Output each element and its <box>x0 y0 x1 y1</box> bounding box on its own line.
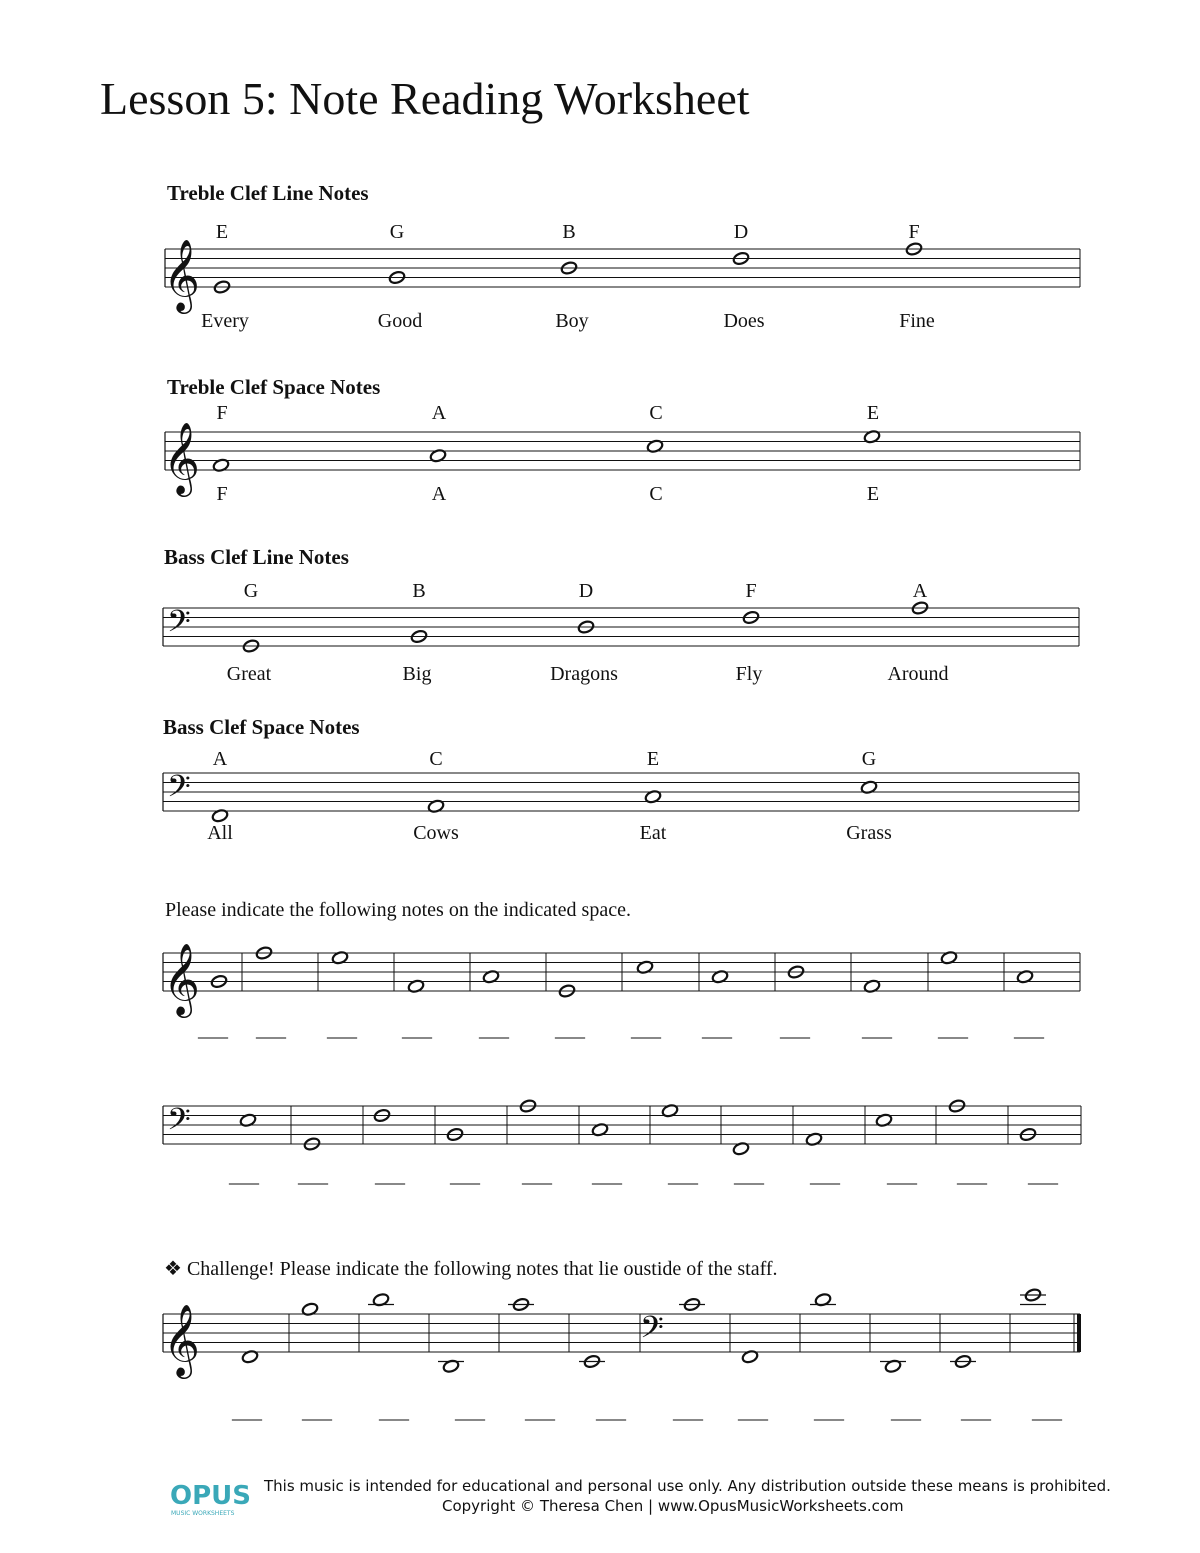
note-letter: A <box>431 402 447 424</box>
note-letter: F <box>745 580 757 602</box>
mnemonic-word: Grass <box>846 822 892 844</box>
note-letter: G <box>243 580 259 602</box>
note-letter: C <box>649 402 663 424</box>
answer-blank: ___ <box>522 1165 552 1187</box>
page-title: Lesson 5: Note Reading Worksheet <box>100 73 750 124</box>
staff-challenge <box>163 1288 1080 1423</box>
answer-blank: ___ <box>738 1401 768 1423</box>
mnemonic-word: Around <box>887 663 949 685</box>
opus-logo-wordmark: OPUS <box>170 1481 251 1511</box>
treble-clef-icon: 𝄞 <box>163 238 201 311</box>
note-letter: F <box>908 221 920 243</box>
answer-blank: ___ <box>810 1165 840 1187</box>
answer-blank: ___ <box>814 1401 844 1423</box>
note-letter: D <box>578 580 594 602</box>
note-letter: B <box>412 580 426 602</box>
answer-blank: ___ <box>780 1019 810 1041</box>
answer-blank: ___ <box>198 1019 228 1041</box>
mnemonic-word: Eat <box>639 822 667 844</box>
bass-clef-icon: 𝄢 <box>167 1101 191 1145</box>
note-letter: C <box>429 748 443 770</box>
note-letter: G <box>389 221 405 243</box>
mnemonic-word: Does <box>723 310 765 332</box>
footer-notice: This music is intended for educational and personal use only. Any distribution outside these means is prohibited. <box>264 1477 1111 1495</box>
exercise-instruction: Please indicate the following notes on the indicated space. <box>165 899 631 921</box>
opus-logo <box>168 1478 260 1523</box>
mnemonic-word: All <box>207 822 233 844</box>
answer-blank: ___ <box>455 1401 485 1423</box>
answer-blank: ___ <box>596 1401 626 1423</box>
answer-blank: ___ <box>1014 1019 1044 1041</box>
answer-blank: ___ <box>631 1019 661 1041</box>
answer-blank: ___ <box>961 1401 991 1423</box>
mnemonic-word: Big <box>402 663 432 685</box>
mnemonic-word: Every <box>201 310 249 332</box>
answer-blank: ___ <box>379 1401 409 1423</box>
answer-blank: ___ <box>375 1165 405 1187</box>
answer-blank: ___ <box>302 1401 332 1423</box>
note-letter: E <box>646 748 660 770</box>
space-word: A <box>431 483 447 505</box>
answer-blank: ___ <box>232 1401 262 1423</box>
staff-exercise-treble <box>163 942 1080 1041</box>
answer-blank: ___ <box>668 1165 698 1187</box>
note-letter: G <box>861 748 877 770</box>
answer-blank: ___ <box>525 1401 555 1423</box>
answer-blank: ___ <box>327 1019 357 1041</box>
note-letter: D <box>733 221 749 243</box>
answer-blank: ___ <box>1032 1401 1062 1423</box>
staff-exercise-bass <box>163 1099 1081 1187</box>
bass-clef-icon: 𝄢 <box>167 603 191 647</box>
mnemonic-word: Fly <box>735 663 763 685</box>
heading-treble-spaces: Treble Clef Space Notes <box>167 375 381 399</box>
answer-blank: ___ <box>256 1019 286 1041</box>
staff-bass-lines <box>163 580 1079 685</box>
footer-copyright: Copyright © Theresa Chen | www.OpusMusicWorksheets.com <box>442 1497 904 1515</box>
answer-blank: ___ <box>402 1019 432 1041</box>
answer-blank: ___ <box>702 1019 732 1041</box>
note-letter: B <box>562 221 576 243</box>
answer-blank: ___ <box>938 1019 968 1041</box>
mnemonic-word: Dragons <box>550 663 618 685</box>
mnemonic-word: Great <box>226 663 272 685</box>
answer-blank: ___ <box>450 1165 480 1187</box>
staff-treble-spaces <box>163 402 1080 505</box>
note-letter: E <box>866 402 880 424</box>
mnemonic-word: Good <box>377 310 423 332</box>
staff-bass-spaces <box>163 748 1079 844</box>
answer-blank: ___ <box>887 1165 917 1187</box>
answer-blank: ___ <box>734 1165 764 1187</box>
mnemonic-word: Fine <box>899 310 935 332</box>
mnemonic-word: Cows <box>413 822 459 844</box>
answer-blank: ___ <box>555 1019 585 1041</box>
challenge-text: Challenge! Please indicate the following notes that lie oustide of the staff. <box>186 1258 778 1280</box>
heading-bass-spaces: Bass Clef Space Notes <box>163 715 360 739</box>
bass-clef-icon: 𝄢 <box>640 1309 664 1353</box>
mnemonic-word: Boy <box>555 310 589 332</box>
answer-blank: ___ <box>1028 1165 1058 1187</box>
answer-blank: ___ <box>229 1165 259 1187</box>
note-letter: E <box>215 221 229 243</box>
heading-treble-lines: Treble Clef Line Notes <box>167 181 369 205</box>
space-word: F <box>216 483 228 505</box>
answer-blank: ___ <box>673 1401 703 1423</box>
answer-blank: ___ <box>891 1401 921 1423</box>
treble-clef-icon: 𝄞 <box>163 421 201 494</box>
heading-bass-lines: Bass Clef Line Notes <box>164 545 349 569</box>
space-word: C <box>649 483 663 505</box>
answer-blank: ___ <box>862 1019 892 1041</box>
note-letter: A <box>912 580 928 602</box>
answer-blank: ___ <box>592 1165 622 1187</box>
note-letter: A <box>212 748 228 770</box>
answer-blank: ___ <box>957 1165 987 1187</box>
treble-clef-icon: 𝄞 <box>163 1303 201 1376</box>
staff-treble-lines <box>163 221 1080 332</box>
space-word: E <box>866 483 880 505</box>
answer-blank: ___ <box>479 1019 509 1041</box>
challenge-marker-icon: ❖ <box>164 1258 182 1280</box>
note-letter: F <box>216 402 228 424</box>
treble-clef-icon: 𝄞 <box>163 942 201 1015</box>
answer-blank: ___ <box>298 1165 328 1187</box>
opus-logo-tagline: MUSIC WORKSHEETS <box>171 1510 235 1517</box>
bass-clef-icon: 𝄢 <box>167 768 191 812</box>
